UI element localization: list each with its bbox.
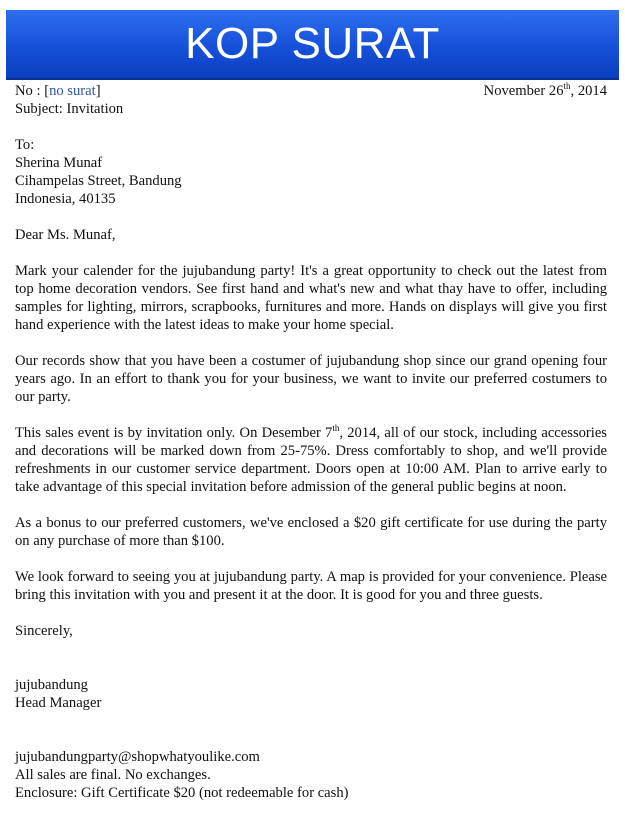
salutation: Dear Ms. Munaf,	[15, 227, 116, 243]
recipient-name: Sherina Munaf	[15, 155, 103, 171]
letter-body	[15, 82, 607, 802]
sales-note: All sales are final. No exchanges.	[15, 767, 211, 783]
paragraph-5: We look forward to seeing you at jujubandung party. A map is provided for your convenience. Please bring this invitation with you and present it at the door. It is good for you and three guests.	[15, 569, 607, 603]
enclosure-note: Enclosure: Gift Certificate $20 (not redeemable for cash)	[15, 785, 349, 801]
paragraph-1: Mark your calender for the jujubandung party! It's a great opportunity to check out the latest from top home decoration vendors. See first hand and what's new and what thay have to offer, including samples for lighting, mirrors, scrapbooks, furnitures and more. Hands on displays will give you first hand experience with the latest ideas to make your home special.	[15, 263, 607, 333]
signature-title: Head Manager	[15, 695, 102, 711]
paragraph-4: As a bonus to our preferred customers, we've enclosed a $20 gift certificate for use during the party on any purchase of more than $100.	[15, 515, 607, 549]
closing: Sincerely,	[15, 623, 73, 639]
letter-date: November 26th, 2014	[483, 81, 607, 99]
letterhead-banner	[6, 10, 619, 80]
signature-name: jujubandung	[15, 677, 88, 693]
letter-number-value: no surat	[49, 83, 96, 99]
meta-row	[15, 82, 607, 100]
letterhead-title: KOP SURAT	[185, 19, 440, 68]
paragraph-2: Our records show that you have been a costumer of jujubandung shop since our grand opening four years ago. In an effort to thank you for your business, we want to invite our preferred costumers to our party.	[15, 353, 607, 405]
recipient-city: Indonesia, 40135	[15, 191, 116, 207]
paragraph-3: This sales event is by invitation only. On Desember 7th, 2014, all of our stock, including accessories and decorations will be marked down from 25-75%. Dress comfortably to shop, and we'll provide refreshments in our customer service department. Doors open at 10:00 AM. Plan to arrive early to take advantage of this special invitation before admission of the general public begins at noon.	[15, 423, 607, 495]
contact-email[interactable]: jujubandungparty@shopwhatyoulike.com	[15, 749, 260, 765]
letter-number: No : [no surat]	[15, 83, 101, 99]
subject-line: Subject: Invitation	[15, 101, 124, 117]
recipient-street: Cihampelas Street, Bandung	[15, 173, 182, 189]
to-label: To:	[15, 137, 35, 153]
